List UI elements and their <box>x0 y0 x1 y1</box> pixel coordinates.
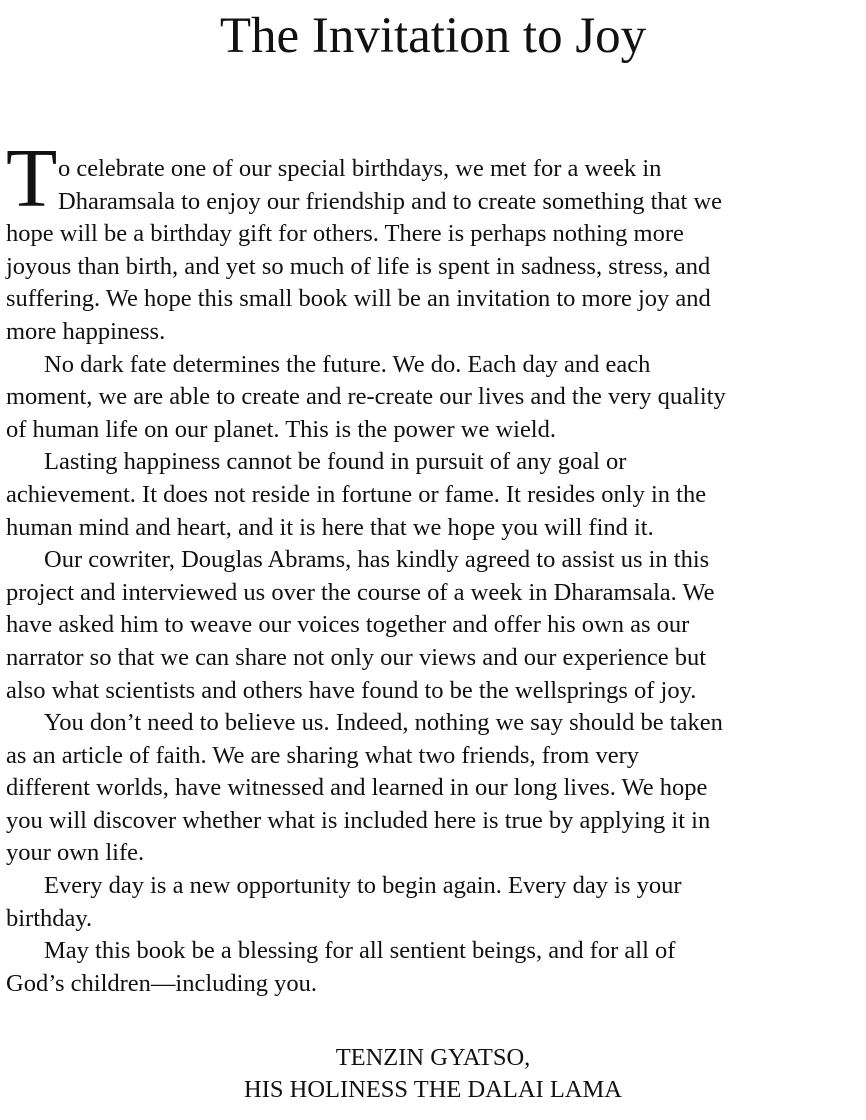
paragraph-line: birthday. <box>6 904 93 932</box>
paragraph-2 <box>6 349 858 447</box>
signature-title: HIS HOLINESS THE DALAI LAMA <box>244 1076 622 1103</box>
paragraph-3 <box>6 446 858 544</box>
paragraph-line: have asked him to weave our voices together and offer his own as our <box>6 611 690 639</box>
paragraph-line: different worlds, have witnessed and learned in our long lives. We hope <box>6 774 708 802</box>
paragraph-line: No dark fate determines the future. We do. Each day and each <box>44 350 651 378</box>
paragraph-line: joyous than birth, and yet so much of life is spent in sadness, stress, and <box>6 252 711 280</box>
paragraph-line: moment, we are able to create and re-create our lives and the very quality <box>6 383 726 411</box>
paragraph-line: your own life. <box>6 839 145 867</box>
paragraph-line: May this book be a blessing for all sentient beings, and for all of <box>44 937 676 965</box>
paragraph-line: more happiness. <box>6 317 166 345</box>
signature-name: TENZIN GYATSO, <box>335 1044 531 1071</box>
paragraph-line: suffering. We hope this small book will be an invitation to more joy and <box>6 285 711 313</box>
paragraph-4 <box>6 544 858 707</box>
paragraph-line: you will discover whether what is included here is true by applying it in <box>6 806 711 834</box>
paragraph-line: of human life on our planet. This is the power we wield. <box>6 415 556 443</box>
paragraph-line: Dharamsala to enjoy our friendship and to create something that we <box>58 187 723 215</box>
paragraph-7 <box>6 935 858 1000</box>
paragraph-line: Every day is a new opportunity to begin again. Every day is your <box>44 872 682 900</box>
body-text <box>6 132 858 1000</box>
paragraph-line: achievement. It does not reside in fortune or fame. It resides only in the <box>6 480 707 508</box>
paragraph-line: God’s children—including you. <box>6 969 317 997</box>
paragraph-line: also what scientists and others have found to be the wellsprings of joy. <box>6 676 697 704</box>
paragraph-line: human mind and heart, and it is here that we hope you will find it. <box>6 513 654 541</box>
paragraph-6 <box>6 870 858 935</box>
paragraph-line: project and interviewed us over the course of a week in Dharamsala. We <box>6 578 715 606</box>
page-title: The Invitation to Joy <box>219 8 647 64</box>
paragraph-line: as an article of faith. We are sharing what two friends, from very <box>6 741 639 769</box>
drop-cap: T <box>6 132 58 225</box>
paragraph-line: hope will be a birthday gift for others. There is perhaps nothing more <box>6 220 684 248</box>
paragraph-line: You don’t need to believe us. Indeed, nothing we say should be taken <box>44 709 723 737</box>
paragraph-line: narrator so that we can share not only our views and our experience but <box>6 643 707 671</box>
paragraph-line: o celebrate one of our special birthdays, we met for a week in <box>58 155 662 182</box>
paragraph-line: Our cowriter, Douglas Abrams, has kindly agreed to assist us in this <box>44 546 710 574</box>
paragraph-line: Lasting happiness cannot be found in pursuit of any goal or <box>44 448 627 476</box>
paragraph-5 <box>6 707 858 870</box>
paragraph-1 <box>6 132 858 349</box>
